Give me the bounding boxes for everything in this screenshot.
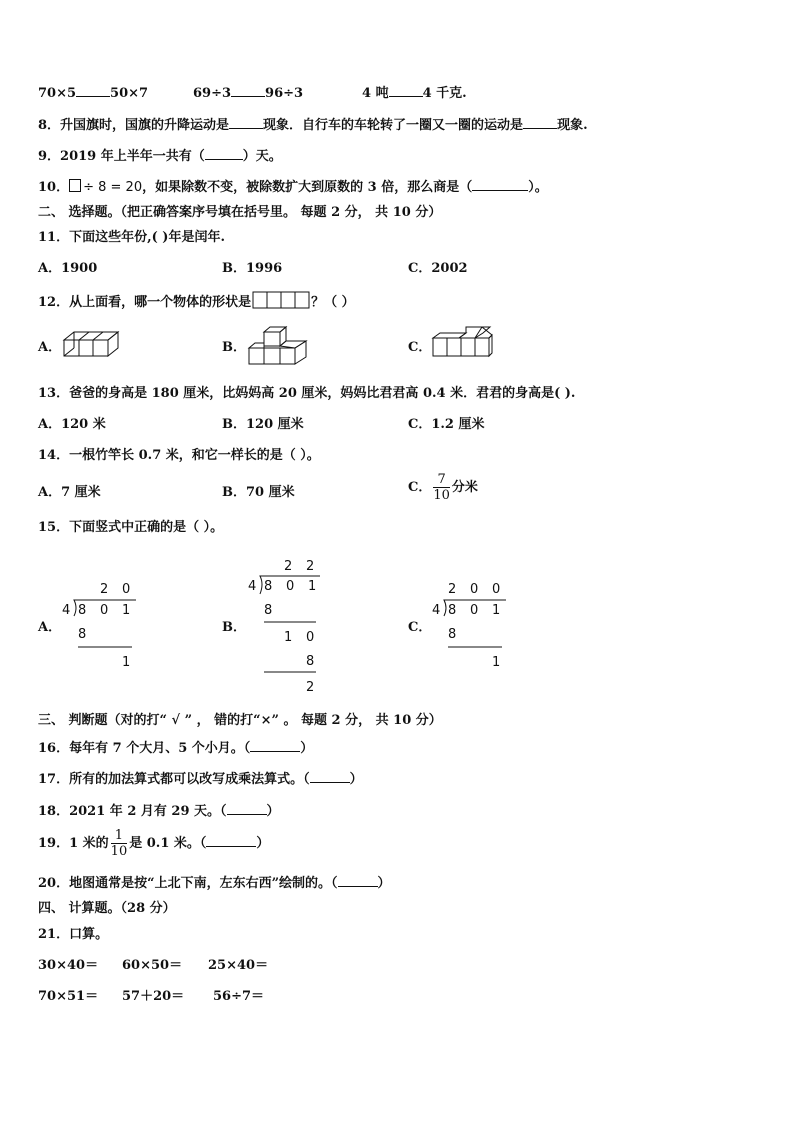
dividend-digit: 0 — [100, 603, 109, 618]
square-box-icon — [69, 179, 81, 192]
question-16: 16．每年有 7 个大月、5 个小月。（ ） — [38, 741, 314, 756]
answer-blank[interactable] — [310, 770, 350, 783]
answer-blank[interactable] — [76, 84, 110, 97]
q11-option-a[interactable]: A．1900 — [38, 261, 98, 276]
question-19: 19．1 米的 $\frac{1}{10}$ 是 0.1 米。（ ） — [38, 828, 270, 859]
long-division-a — [58, 576, 148, 676]
question-9: 9．2019 年上半年一共有（ ）天。 — [38, 149, 282, 164]
fraction: $\frac{1}{10}$ — [110, 828, 128, 859]
q15-option-b-label[interactable]: B． — [222, 620, 246, 635]
cube-stack-a-icon — [62, 328, 122, 360]
remainder: 2 — [306, 680, 315, 694]
oral-calc-item[interactable]: 70×51＝ — [38, 989, 99, 1004]
answer-blank[interactable] — [229, 116, 263, 129]
quotient-digit: 2 — [306, 559, 315, 574]
q7-compare-b: 69÷3 96÷3 — [193, 86, 304, 101]
quotient-digit: 0 — [122, 582, 131, 597]
q14-option-c[interactable]: C． $\frac{7}{10}$ 分米 — [408, 472, 478, 503]
q7-compare-c: 4 吨 4 千克. — [362, 86, 467, 101]
question-10: 10． ÷ 8 = 20，如果除数不变，被除数扩大到原数的 3 倍，那么商是（ ）。 — [38, 180, 548, 195]
answer-blank[interactable] — [206, 834, 256, 847]
divisor: 4 — [248, 579, 257, 594]
oral-calc-item[interactable]: 57＋20＝ — [122, 989, 185, 1004]
q14-option-a[interactable]: A．7 厘米 — [38, 485, 101, 500]
q14-option-b[interactable]: B．70 厘米 — [222, 485, 295, 500]
q13-option-a[interactable]: A．120 米 — [38, 417, 106, 432]
q12-option-b-label[interactable]: B． — [222, 340, 246, 355]
intermediate-digit: 0 — [306, 630, 315, 645]
remainder: 1 — [122, 655, 131, 670]
answer-blank[interactable] — [472, 178, 528, 191]
remainder: 1 — [492, 655, 501, 670]
dividend-digit: 8 — [448, 603, 457, 618]
question-15: 15．下面竖式中正确的是（ ）。 — [38, 520, 224, 535]
quotient-digit: 2 — [100, 582, 109, 597]
subtract-digit: 8 — [448, 627, 457, 642]
answer-blank[interactable] — [205, 147, 243, 160]
quotient-digit: 2 — [448, 582, 457, 597]
oral-calc-item[interactable]: 60×50＝ — [122, 958, 183, 973]
dividend-digit: 0 — [286, 579, 295, 594]
divisor: 4 — [432, 603, 441, 618]
question-12: 12．从上面看，哪一个物体的形状是 ？（ ） — [38, 291, 355, 314]
oral-calc-item[interactable]: 30×40＝ — [38, 958, 99, 973]
q15-option-a-label[interactable]: A． — [38, 620, 62, 635]
quotient-digit: 2 — [284, 559, 293, 574]
cube-stack-c-icon — [430, 324, 496, 360]
section-3-heading: 三、 判断题（对的打“ √ ” ， 错的打“×” 。 每题 2 分， 共 10 分） — [38, 713, 442, 728]
question-20: 20．地图通常是按“上北下南，左东右西”绘制的。（ ） — [38, 876, 391, 891]
answer-blank[interactable] — [338, 874, 378, 887]
answer-blank[interactable] — [523, 116, 557, 129]
section-2-heading: 二、 选择题。（把正确答案序号填在括号里。 每题 2 分， 共 10 分） — [38, 205, 442, 220]
fraction: $\frac{7}{10}$ — [433, 472, 450, 503]
question-18: 18．2021 年 2 月有 29 天。（ ） — [38, 804, 280, 819]
question-11: 11．下面这些年份,( )年是闰年. — [38, 230, 225, 245]
question-8: 8．升国旗时，国旗的升降运动是 现象．自行车的车轮转了一圈又一圈的运动是 现象. — [38, 118, 588, 133]
subtract-digit: 8 — [306, 654, 315, 669]
dividend-digit: 8 — [264, 579, 273, 594]
answer-blank[interactable] — [389, 84, 423, 97]
dividend-digit: 1 — [492, 603, 501, 618]
divisor: 4 — [62, 603, 71, 618]
question-17: 17．所有的加法算式都可以改写成乘法算式。（ ） — [38, 772, 363, 787]
question-13: 13．爸爸的身高是 180 厘米，比妈妈高 20 厘米，妈妈比君君高 0.4 米．君君的身高是( ). — [38, 386, 576, 401]
q7-row: 70×5 50×7 — [38, 86, 149, 101]
q12-option-c-label[interactable]: C． — [408, 340, 432, 355]
answer-blank[interactable] — [250, 739, 300, 752]
q13-option-c[interactable]: C．1.2 厘米 — [408, 417, 485, 432]
subtract-digit: 8 — [264, 603, 273, 618]
q11-option-b[interactable]: B．1996 — [222, 261, 283, 276]
dividend-digit: 0 — [470, 603, 479, 618]
intermediate-digit: 1 — [284, 630, 293, 645]
q12-option-a-label[interactable]: A． — [38, 340, 62, 355]
answer-blank[interactable] — [227, 802, 267, 815]
dividend-digit: 1 — [308, 579, 317, 594]
dividend-digit: 8 — [78, 603, 87, 618]
section-4-heading: 四、 计算题。（28 分） — [38, 901, 176, 916]
top-view-shape-icon — [252, 291, 310, 314]
dividend-digit: 1 — [122, 603, 131, 618]
quotient-digit: 0 — [492, 582, 501, 597]
question-14: 14．一根竹竿长 0.7 米，和它一样长的是（ ）。 — [38, 448, 320, 463]
q11-option-c[interactable]: C．2002 — [408, 261, 468, 276]
answer-blank[interactable] — [231, 84, 265, 97]
long-division-b — [244, 554, 334, 694]
q13-option-b[interactable]: B．120 厘米 — [222, 417, 304, 432]
quotient-digit: 0 — [470, 582, 479, 597]
q15-option-c-label[interactable]: C． — [408, 620, 432, 635]
oral-calc-item[interactable]: 56÷7＝ — [213, 989, 265, 1004]
cube-stack-b-icon — [246, 324, 310, 368]
oral-calc-item[interactable]: 25×40＝ — [208, 958, 269, 973]
question-21: 21．口算。 — [38, 927, 109, 942]
subtract-digit: 8 — [78, 627, 87, 642]
long-division-c — [428, 576, 518, 676]
